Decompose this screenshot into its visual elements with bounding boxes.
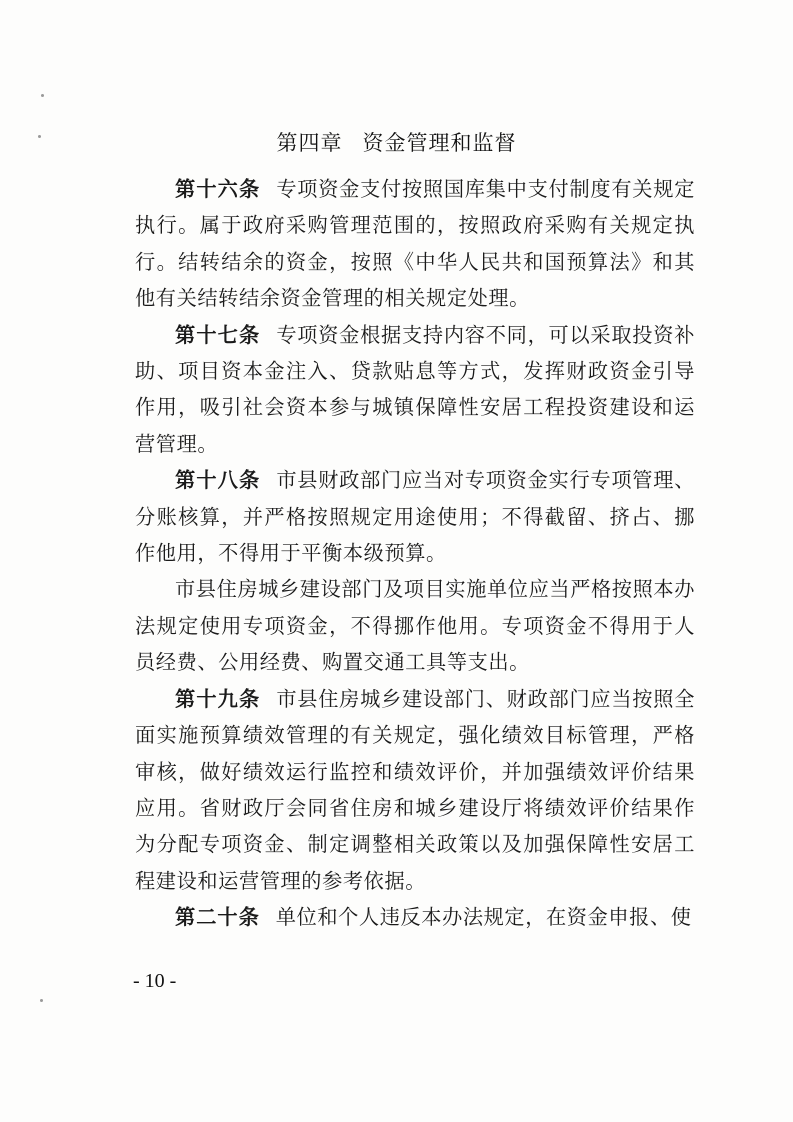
paragraph-text: 专项资金根据支持内容不同，可以采取投资补助、项目资本金注入、贷款贴息等方式，发挥财政资金引导作用，吸引社会资本参与城镇保障性安居工程投资建设和运营管理。 [135,322,695,456]
paragraph-article-19 [135,681,695,899]
chapter-title [0,127,793,157]
paragraph-article-18 [135,462,695,571]
paragraph-text: 市县住房城乡建设部门、财政部门应当按照全面实施预算绩效管理的有关规定，强化绩效目标管理，严格审核，做好绩效运行监控和绩效评价，并加强绩效评价结果应用。省财政厅会同省住房和城乡建设厅将绩效评价结果作为分配专项资金、制定调整相关政策以及加强保障性安居工程建设和运营管理的参考依据。 [135,686,695,893]
article-number: 第十六条 [175,177,261,201]
paragraph-article-20 [135,899,695,935]
paragraph-text: 专项资金支付按照国库集中支付制度有关规定执行。属于政府采购管理范围的，按照政府采购有关规定执行。结转结余的资金，按照《中华人民共和国预算法》和其他有关结转结余资金管理的相关规定处理。 [135,177,695,311]
paragraph-text: 单位和个人违反本办法规定，在资金申报、使 [275,905,692,930]
article-number: 第十八条 [175,468,261,493]
paragraph-article-17 [135,317,695,463]
scan-speck [40,999,43,1002]
chapter-heading: 资金管理和监督 [362,131,517,155]
page-number: - 10 - [133,970,177,992]
paragraph-text: 市县住房城乡建设部门及项目实施单位应当严格按照本办法规定使用专项资金，不得挪作他用。专项资金不得用于人员经费、公用经费、购置交通工具等支出。 [135,577,695,675]
article-number: 第十九条 [175,686,261,711]
paragraph-article-16 [135,171,695,317]
paragraph-text: 市县财政部门应当对专项资金实行专项管理、分账核算，并严格按照规定用途使用；不得截留、挤占、挪作他用，不得用于平衡本级预算。 [135,468,695,566]
scan-speck [41,94,44,97]
article-number: 第二十条 [175,905,260,930]
chapter-number: 第四章 [276,131,343,155]
document-body [135,171,695,936]
article-number: 第十七条 [175,322,261,347]
paragraph-article-18-cont [135,571,695,680]
